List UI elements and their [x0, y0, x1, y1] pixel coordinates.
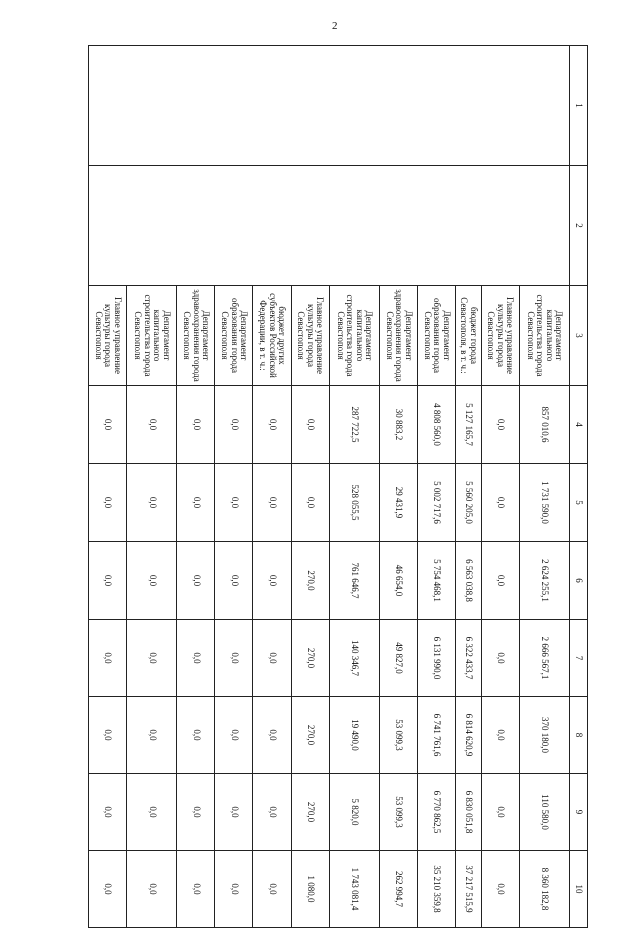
row-label: Главное управление культуры города Севастополя — [291, 286, 329, 386]
row-label: Департамент образования города Севастополя — [417, 286, 455, 386]
table-cell: 6 770 862,5 — [417, 774, 455, 851]
table-cell: 1 080,0 — [291, 851, 329, 928]
table-cell: 37 217 515,9 — [455, 851, 481, 928]
table-cell: 2 666 567,1 — [519, 620, 569, 697]
table-cell: 6 322 433,7 — [455, 620, 481, 697]
row-label: Департамент капитального строительства города Севастополя — [329, 286, 379, 386]
table-cell: 0,0 — [89, 697, 127, 774]
table-cell: 0,0 — [177, 386, 215, 464]
table-cell: 0,0 — [253, 851, 291, 928]
table-cell: 0,0 — [291, 464, 329, 542]
column-header: 6 — [570, 542, 588, 620]
row-label: Департамент капитального строительства города Севастополя — [127, 286, 177, 386]
table-cell: 0,0 — [127, 774, 177, 851]
table-cell: 0,0 — [177, 697, 215, 774]
table-cell: 46 654,0 — [379, 542, 417, 620]
table-cell: 0,0 — [89, 386, 127, 464]
row-label: Департамент капитального строительства города Севастополя — [519, 286, 569, 386]
row-label: Департамент образования города Севастополя — [215, 286, 253, 386]
column-header: 10 — [570, 851, 588, 928]
table-cell: 857 010,6 — [519, 386, 569, 464]
table-cell: 0,0 — [481, 542, 519, 620]
table-cell: 6 563 038,8 — [455, 542, 481, 620]
table-cell: 0,0 — [253, 386, 291, 464]
table-cell: 6 131 990,0 — [417, 620, 455, 697]
column-header: 3 — [570, 286, 588, 386]
table-cell: 6 814 620,9 — [455, 697, 481, 774]
table-cell: 0,0 — [253, 464, 291, 542]
table-cell: 0,0 — [481, 386, 519, 464]
table-cell: 5 754 468,1 — [417, 542, 455, 620]
table-cell: 0,0 — [481, 851, 519, 928]
table-cell: 4 808 560,0 — [417, 386, 455, 464]
table-cell: 30 883,2 — [379, 386, 417, 464]
table-cell: 270,0 — [291, 774, 329, 851]
row-label: бюджет города Севастополя, в т. ч.: — [455, 286, 481, 386]
table-cell: 0,0 — [291, 386, 329, 464]
table-cell: 53 099,3 — [379, 697, 417, 774]
table-cell: 0,0 — [127, 464, 177, 542]
table-cell: 262 994,7 — [379, 851, 417, 928]
table-cell: 0,0 — [215, 542, 253, 620]
table-header-row — [570, 46, 588, 928]
table-cell: 5 560 205,0 — [455, 464, 481, 542]
table-cell: 29 431,9 — [379, 464, 417, 542]
table-cell: 370 180,0 — [519, 697, 569, 774]
table-cell: 0,0 — [253, 774, 291, 851]
table-cell: 0,0 — [215, 386, 253, 464]
table-cell: 0,0 — [127, 386, 177, 464]
table-cell: 0,0 — [89, 464, 127, 542]
row-label: Главное управление культуры города Севастополя — [89, 286, 127, 386]
row-label: Главное управление культуры города Севастополя — [481, 286, 519, 386]
table-cell: 0,0 — [215, 697, 253, 774]
table-cell: 0,0 — [253, 697, 291, 774]
table-cell: 270,0 — [291, 697, 329, 774]
table-cell: 8 360 182,8 — [519, 851, 569, 928]
table-cell: 2 624 255,1 — [519, 542, 569, 620]
row-label: Департамент здравоохранения города Севастополя — [379, 286, 417, 386]
table-cell: 528 055,5 — [329, 464, 379, 542]
table-cell: 270,0 — [291, 620, 329, 697]
table-cell: 0,0 — [127, 697, 177, 774]
table-cell: 0,0 — [177, 620, 215, 697]
table-cell: 5 002 717,6 — [417, 464, 455, 542]
table-cell: 0,0 — [177, 774, 215, 851]
table-cell: 0,0 — [177, 464, 215, 542]
page-number: 2 — [332, 20, 338, 32]
table-cell: 110 580,0 — [519, 774, 569, 851]
table-cell: 35 210 359,8 — [417, 851, 455, 928]
table-cell: 0,0 — [127, 620, 177, 697]
table-cell: 49 827,0 — [379, 620, 417, 697]
table-cell: 270,0 — [291, 542, 329, 620]
table-cell: 0,0 — [177, 542, 215, 620]
table-cell: 5 820,0 — [329, 774, 379, 851]
column-header: 8 — [570, 697, 588, 774]
table-cell: 0,0 — [481, 620, 519, 697]
column-header: 5 — [570, 464, 588, 542]
budget-table — [88, 45, 588, 928]
table-cell: 0,0 — [89, 542, 127, 620]
table-cell: 0,0 — [215, 851, 253, 928]
table-cell: 0,0 — [481, 697, 519, 774]
table-row — [519, 46, 569, 928]
table-cell: 0,0 — [253, 542, 291, 620]
column-header: 4 — [570, 386, 588, 464]
table-cell: 19 490,0 — [329, 697, 379, 774]
column-header: 7 — [570, 620, 588, 697]
table-cell: 287 722,5 — [329, 386, 379, 464]
table-cell: 0,0 — [481, 464, 519, 542]
table-cell: 0,0 — [481, 774, 519, 851]
table-cell: 761 646,7 — [329, 542, 379, 620]
table-cell: 0,0 — [89, 620, 127, 697]
table-cell: 0,0 — [253, 620, 291, 697]
table-cell: 0,0 — [89, 774, 127, 851]
rotated-table-container — [88, 45, 588, 913]
table-cell: 5 127 165,7 — [455, 386, 481, 464]
table-cell: 0,0 — [89, 851, 127, 928]
table-cell: 140 346,7 — [329, 620, 379, 697]
table-cell: 0,0 — [215, 620, 253, 697]
table-cell: 6 830 051,8 — [455, 774, 481, 851]
row-label: бюджет других субъектов Российской Федерации, в т. ч.: — [253, 286, 291, 386]
table-cell: 0,0 — [127, 542, 177, 620]
table-cell: 0,0 — [177, 851, 215, 928]
table-cell: 1 743 081,4 — [329, 851, 379, 928]
table-cell: 0,0 — [127, 851, 177, 928]
table-cell: 0,0 — [215, 464, 253, 542]
table-cell: 1 731 590,0 — [519, 464, 569, 542]
table-cell: 6 741 761,6 — [417, 697, 455, 774]
merged-cell-col1 — [89, 46, 570, 166]
table-cell: 0,0 — [215, 774, 253, 851]
row-label: Департамент здравоохранения города Севастополя — [177, 286, 215, 386]
column-header: 2 — [570, 166, 588, 286]
column-header: 1 — [570, 46, 588, 166]
column-header: 9 — [570, 774, 588, 851]
merged-cell-col2 — [89, 166, 570, 286]
table-cell: 53 099,3 — [379, 774, 417, 851]
